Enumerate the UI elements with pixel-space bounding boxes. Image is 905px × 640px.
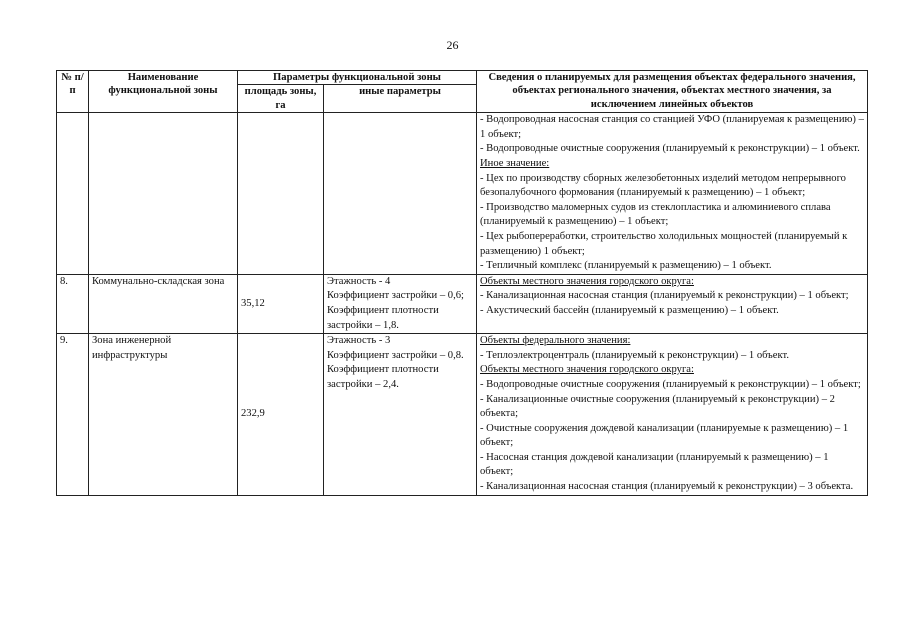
- table-row-9: [57, 334, 868, 496]
- cell-planned-objects: [477, 274, 868, 333]
- page-number: 26: [446, 38, 459, 52]
- cell-planned-objects: [477, 334, 868, 496]
- info-line: Объекты местного значения городского округа:: [480, 364, 694, 376]
- info-line: - Цех по производству сборных железобетонных изделий методом непрерывного безопалубочного формования (планируемый к размещению) – 1 объект;: [480, 172, 846, 199]
- header-num: № п/п: [57, 71, 89, 113]
- info-line: - Очистные сооружения дождевой канализации (планируемые к размещению) – 1 объект;: [480, 422, 849, 449]
- cell-num: 8.: [57, 274, 89, 333]
- info-line: - Теплоэлектроцентраль (планируемый к реконструкции) – 1 объект.: [480, 349, 789, 361]
- param-line: Коэффициент застройки – 0,6;: [327, 290, 464, 302]
- cell-area: 232,9: [238, 334, 324, 496]
- cell-planned-objects: [477, 113, 868, 275]
- table-row-8: [57, 274, 868, 333]
- cell-params: [324, 334, 477, 496]
- info-line: - Акустический бассейн (планируемый к размещению) – 1 объект.: [480, 304, 779, 316]
- cell-zone-name: [89, 113, 238, 275]
- header-zone-params: Параметры функциональной зоны: [238, 71, 477, 85]
- info-line: - Водопроводные очистные сооружения (планируемый к реконструкции) – 1 объект.: [480, 143, 860, 155]
- header-area: площадь зоны, га: [238, 85, 324, 113]
- table-row-continuation: [57, 113, 868, 275]
- cell-zone-name: Коммунально-складская зона: [89, 274, 238, 333]
- info-line: - Канализационная насосная станция (планируемый к реконструкции) – 1 объект;: [480, 290, 849, 302]
- cell-params: [324, 113, 477, 275]
- cell-params: [324, 274, 477, 333]
- info-line: Объекты местного значения городского округа:: [480, 275, 694, 287]
- param-line: Этажность - 3: [327, 335, 391, 347]
- info-line: - Канализационная насосная станция (планируемый к реконструкции) – 3 объекта.: [480, 481, 854, 493]
- info-line: - Тепличный комплекс (планируемый к размещению) – 1 объект.: [480, 260, 772, 272]
- info-line: Иное значение:: [480, 158, 550, 169]
- info-line: - Насосная станция дождевой канализации (планируемый к размещению) – 1 объект;: [480, 451, 829, 478]
- info-line: - Производство маломерных судов из стеклопластика и алюминиевого сплава (планируемый к размещению) – 1 объект;: [480, 201, 831, 228]
- functional-zones-table: [56, 70, 868, 496]
- cell-zone-name: Зона инженерной инфраструктуры: [89, 334, 238, 496]
- param-line: Коэффициент плотности застройки – 2,4.: [327, 364, 439, 390]
- cell-num: [57, 113, 89, 275]
- header-planned-objects: Сведения о планируемых для размещения объектах федерального значения, объектах регионального значения, объектах местного значения, за исключением линейных объектов: [477, 71, 868, 113]
- header-zone-name: Наименование функциональной зоны: [89, 71, 238, 113]
- info-line: Объекты федерального значения:: [480, 335, 631, 347]
- info-line: - Водопроводные очистные сооружения (планируемый к реконструкции) – 1 объект;: [480, 378, 861, 390]
- param-line: Этажность - 4: [327, 275, 391, 287]
- info-line: - Водопроводная насосная станция со станцией УФО (планируемая к размещению) – 1 объект;: [480, 114, 864, 140]
- cell-num: 9.: [57, 334, 89, 496]
- table-header-row: [57, 71, 868, 85]
- cell-area: 35,12: [238, 274, 324, 333]
- info-line: - Канализационные очистные сооружения (планируемый к реконструкции) – 2 объекта;: [480, 393, 835, 420]
- param-line: Коэффициент застройки – 0,8.: [327, 349, 464, 361]
- info-line: - Цех рыбопереработки, строительство холодильных мощностей (планируемый к размещению) 1 объект;: [480, 230, 848, 257]
- cell-area: [238, 113, 324, 275]
- param-line: Коэффициент плотности застройки – 1,8.: [327, 304, 439, 331]
- header-other-params: иные параметры: [324, 85, 477, 113]
